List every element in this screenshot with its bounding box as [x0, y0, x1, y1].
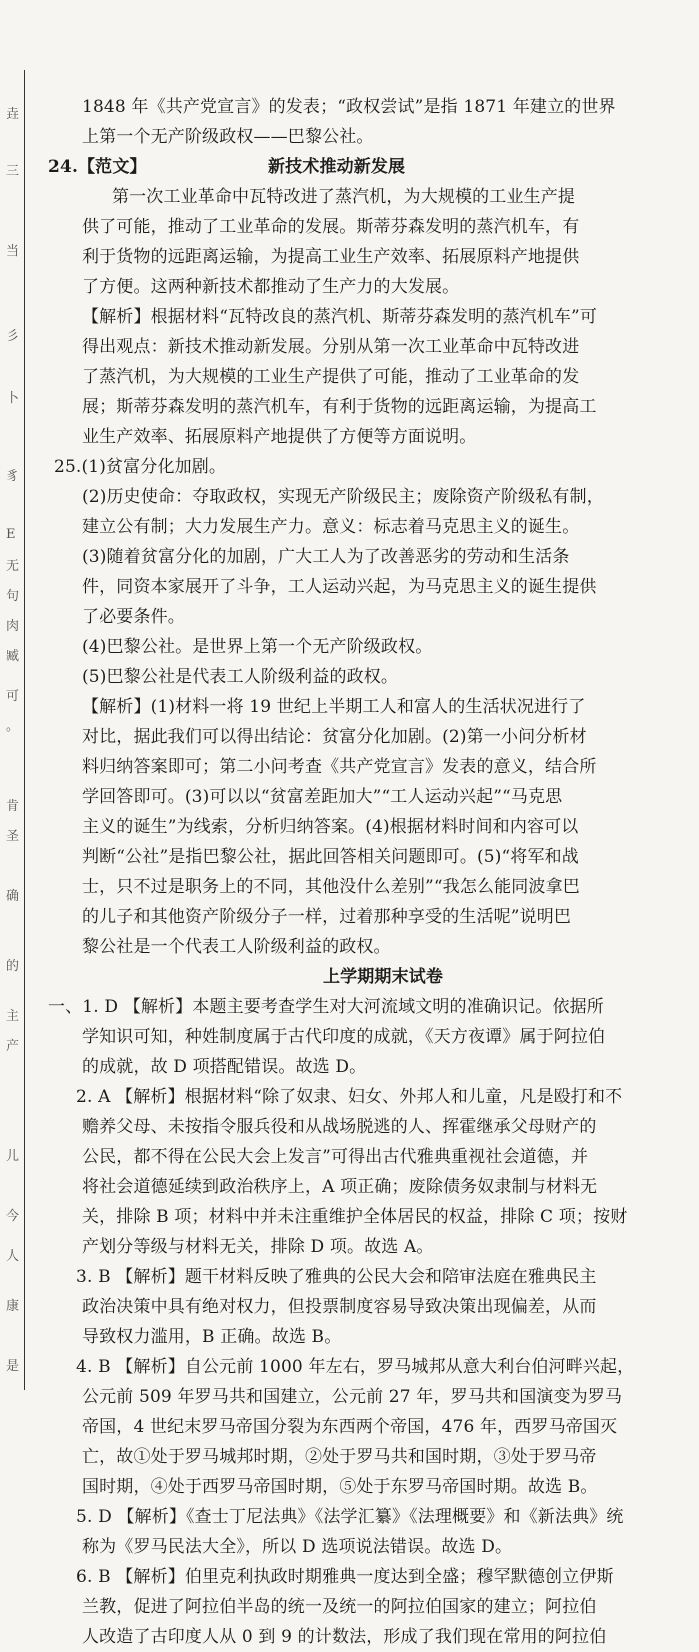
text-line: 学回答即可。(3)可以以“贫富差距加大”“工人运动兴起”“马克思	[82, 787, 563, 807]
text-line: 称为《罗马民法大全》，所以 D 选项说法错误。故选 D。	[82, 1537, 513, 1557]
margin-fragment: 主	[6, 1009, 20, 1024]
text-line: 国时期，④处于西罗马帝国时期，⑤处于东罗马帝国时期。故选 B。	[82, 1477, 598, 1497]
text-line: 展；斯蒂芬森发明的蒸汽机车，有利于货物的远距离运输，为提高工	[82, 397, 597, 417]
text-line: 建立公有制；大力发展生产力。意义：标志着马克思主义的诞生。	[82, 517, 580, 537]
text-line: 主义的诞生”为线索，分析归纳答案。(4)根据材料时间和内容可以	[82, 817, 579, 837]
margin-fragment: 康	[6, 1299, 20, 1314]
margin-fragment: 的	[6, 959, 20, 974]
text-line: 了蒸汽机，为大规模的工业生产提供了可能，推动了工业革命的发	[82, 367, 580, 387]
text-line: 件，同资本家展开了斗争，工人运动兴起，为马克思主义的诞生提供	[82, 577, 597, 597]
text-line: 人改造了古印度人从 0 到 9 的计数法，形成了我们现在常用的阿拉伯	[82, 1627, 607, 1647]
margin-fragment: 肉	[6, 619, 20, 634]
answer-page	[48, 92, 688, 1652]
text-line: 第一次工业革命中瓦特改进了蒸汽机，为大规模的工业生产提	[112, 187, 576, 207]
margin-fragment: 彡	[6, 329, 20, 344]
text-line: 学知识可知，种姓制度属于古代印度的成就，《天方夜谭》属于阿拉伯	[82, 1027, 606, 1047]
text-line: 得出观点：新技术推动新发展。分别从第一次工业革命中瓦特改进	[82, 337, 580, 357]
text-line: (5)巴黎公社是代表工人阶级利益的政权。	[82, 667, 399, 687]
text-line: 政治决策中具有绝对权力，但投票制度容易导致决策出现偏差，从而	[82, 1297, 597, 1317]
text-line: 业生产效率、拓展原料产地提供了方便等方面说明。	[82, 427, 477, 447]
text-line: 黎公社是一个代表工人阶级利益的政权。	[82, 937, 391, 957]
margin-fragment: 。	[6, 719, 20, 734]
margin-fragment: 产	[6, 1039, 20, 1054]
text-line: 的成就，故 D 项搭配错误。故选 D。	[82, 1057, 367, 1077]
margin-fragment: 可	[6, 689, 20, 704]
margin-fragment: 今	[6, 1209, 20, 1224]
margin-fragment: 确	[6, 889, 20, 904]
margin-fragment: 三	[6, 164, 20, 179]
text-line: 导致权力滥用，B 正确。故选 B。	[82, 1327, 342, 1347]
text-line: 5. D 【解析】《查士丁尼法典》《法学汇纂》《法理概要》和《新法典》统	[76, 1507, 624, 1527]
text-line: 供了可能，推动了工业革命的发展。斯蒂芬森发明的蒸汽机车，有	[82, 217, 580, 237]
margin-fragment: 是	[6, 1359, 20, 1374]
text-line: (2)历史使命：夺取政权，实现无产阶级民主；废除资产阶级私有制，	[82, 487, 604, 507]
margin-fragment: E	[6, 527, 16, 542]
text-line: 判断“公社”是指巴黎公社，据此回答相关问题即可。(5)“将军和战	[82, 847, 579, 867]
margin-fragment: 无	[6, 559, 20, 574]
margin-fragment: 句	[6, 589, 20, 604]
text-line: 利于货物的远距离运输，为提高工业生产效率、拓展原料产地提供	[82, 247, 580, 267]
text-line: 4. B 【解析】自公元前 1000 年左右，罗马城邦从意大利台伯河畔兴起，	[76, 1357, 635, 1377]
text-line: 亡，故①处于罗马城邦时期，②处于罗马共和国时期，③处于罗马帝	[82, 1447, 597, 1467]
text-line: 上第一个无产阶级政权——巴黎公社。	[82, 127, 374, 147]
section-title: 上学期期末试卷	[322, 967, 444, 987]
text-line: 士，只不过是职务上的不同，其他没什么差别”“我怎么能同波拿巴	[82, 877, 580, 897]
text-line: 了必要条件。	[82, 607, 185, 627]
margin-fragment: 臧	[6, 649, 20, 664]
text-line: 兰教，促进了阿拉伯半岛的统一及统一的阿拉伯国家的建立；阿拉伯	[82, 1597, 597, 1617]
text-line: 【解析】根据材料“瓦特改良的蒸汽机、斯蒂芬森发明的蒸汽机车”可	[82, 307, 598, 327]
text-line: 产划分等级与材料无关，排除 D 项。故选 A。	[82, 1237, 434, 1257]
text-line: 25.(1)贫富分化加剧。	[54, 457, 227, 477]
text-line: 2. A 【解析】根据材料“除了奴隶、妇女、外邦人和儿童，凡是殴打和不	[76, 1087, 623, 1107]
text-line: 公民，都不得在公民大会上发言”可得出古代雅典重视社会道德，并	[82, 1147, 589, 1167]
text-line: 1848 年《共产党宣言》的发表；“政权尝试”是指 1871 年建立的世界	[82, 97, 616, 117]
text-line: 的儿子和其他资产阶级分子一样，过着那种享受的生活呢”说明巴	[82, 907, 572, 927]
text-line: 料归纳答案即可；第二小问考查《共产党宣言》发表的意义，结合所	[82, 757, 597, 777]
essay-title: 新技术推动新发展	[268, 157, 406, 177]
question-label: 24.【范文】	[48, 157, 147, 177]
text-line: (3)随着贫富分化的加剧，广大工人为了改善恶劣的劳动和生活条	[82, 547, 570, 567]
text-line: 帝国，4 世纪末罗马帝国分裂为东西两个帝国，476 年，西罗马帝国灭	[82, 1417, 618, 1437]
text-line: 【解析】(1)材料一将 19 世纪上半期工人和富人的生活状况进行了	[82, 697, 586, 717]
essay-title-row	[48, 152, 688, 182]
margin-fragment: 儿	[6, 1149, 20, 1164]
text-line: 公元前 509 年罗马共和国建立，公元前 27 年，罗马共和国演变为罗马	[82, 1387, 623, 1407]
text-line: (4)巴黎公社。是世界上第一个无产阶级政权。	[82, 637, 433, 657]
margin-fragment: 人	[6, 1249, 20, 1264]
text-line: 赡养父母、未按指令服兵役和从战场脱逃的人、挥霍继承父母财产的	[82, 1117, 597, 1137]
margin-fragment: 当	[6, 244, 20, 259]
text-line: 6. B 【解析】伯里克利执政时期雅典一度达到全盛；穆罕默德创立伊斯	[76, 1567, 614, 1587]
margin-fragment: 圣	[6, 829, 20, 844]
text-line: 一、1. D 【解析】本题主要考查学生对大河流域文明的准确识记。依据所	[48, 997, 604, 1017]
text-line: 关，排除 B 项；材料中并未注重维护全体居民的权益，排除 C 项；按财	[82, 1207, 628, 1227]
text-line: 3. B 【解析】题干材料反映了雅典的公民大会和陪审法庭在雅典民主	[76, 1267, 597, 1287]
text-line: 将社会道德延续到政治秩序上，A 项正确；废除债务奴隶制与材料无	[82, 1177, 598, 1197]
margin-fragment: 豸	[6, 469, 20, 484]
text-line: 对比，据此我们可以得出结论：贫富分化加剧。(2)第一小问分析材	[82, 727, 587, 747]
margin-fragment: 垚	[6, 107, 20, 122]
margin-fragment: 肯	[6, 799, 20, 814]
margin-fragment: 卜	[6, 391, 20, 406]
text-line: 了方便。这两种新技术都推动了生产力的大发展。	[82, 277, 460, 297]
